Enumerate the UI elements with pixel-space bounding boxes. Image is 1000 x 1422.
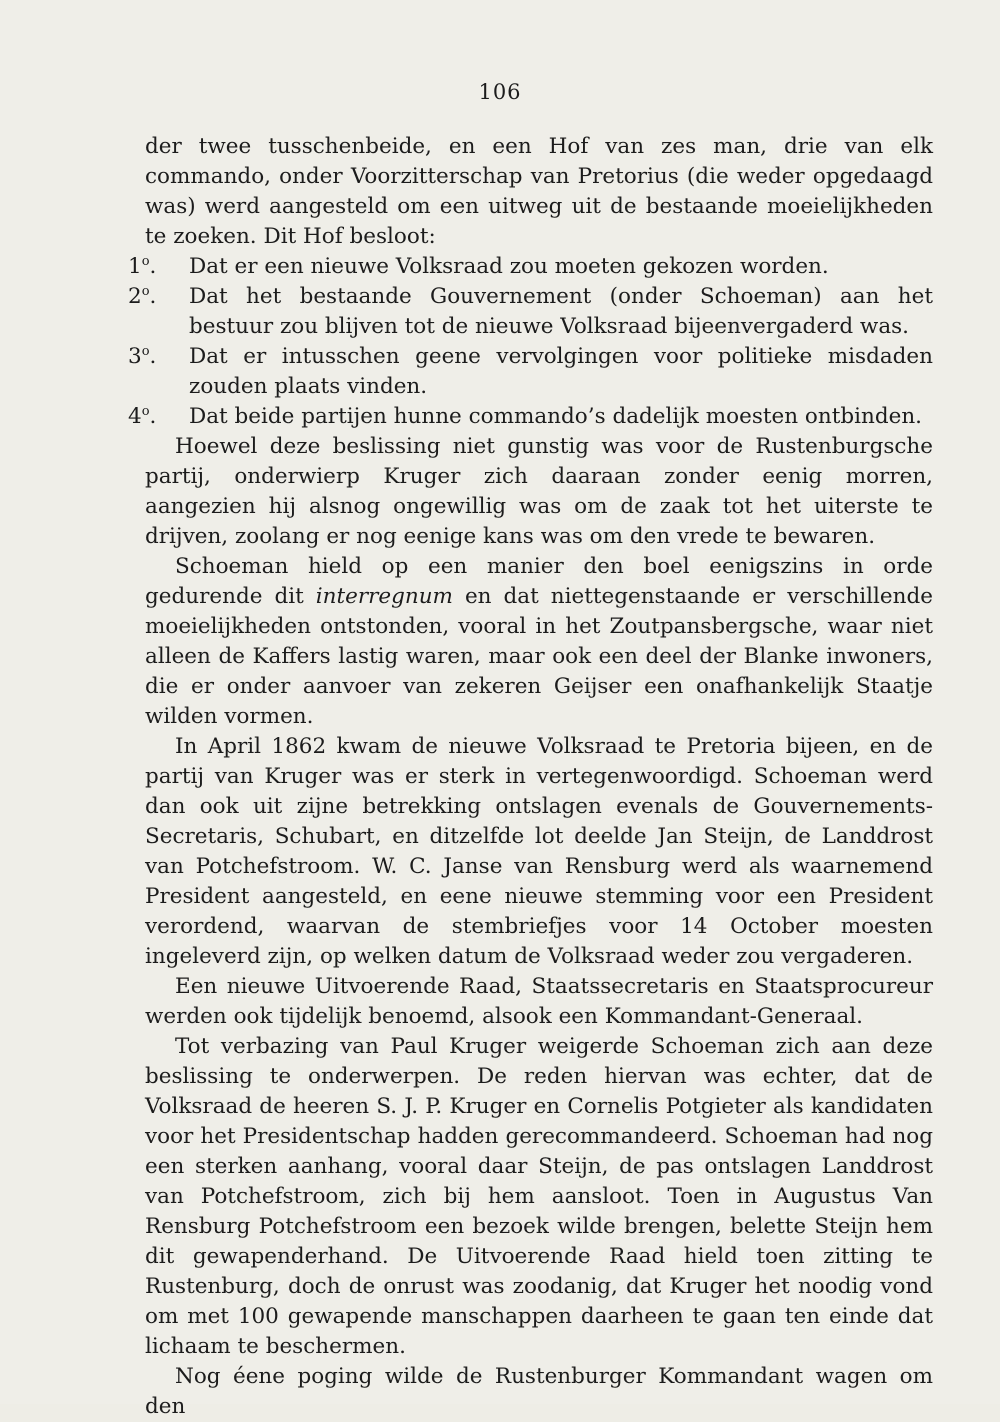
paragraph-schoeman: Schoeman hield op een manier den boel eenigszins in orde gedurende dit interregnum en dat niettegenstaande er verschillende moeielijkheden ontstonden, vooral in het Zoutpansbergsche, waar niet alleen de Kaffers lastig waren, maar ook een deel der Blanke inwoners, die er onder aanvoer van zekeren Geijser een onafhankelijk Staatje wilden vormen.: [145, 554, 933, 729]
list-number: 4$^o$.: [128, 404, 157, 429]
list-text: Dat er intusschen geene vervolgingen voor politieke misdaden zouden plaats vinden.: [189, 344, 933, 399]
body-text: [128, 132, 933, 1422]
list-text: Dat beide partijen hunne commando’s dadelijk moesten ontbinden.: [189, 404, 923, 429]
list-number: 2$^o$.: [128, 284, 157, 309]
list-item: [128, 252, 933, 282]
list-item: [128, 342, 933, 402]
page-number: 106: [478, 80, 522, 104]
list-text: Dat er een nieuwe Volksraad zou moeten gekozen worden.: [189, 254, 829, 279]
paragraph-poging: Nog éene poging wilde de Rustenburger Kommandant wagen om den: [145, 1364, 933, 1419]
list-text: Dat het bestaande Gouvernement (onder Schoeman) aan het bestuur zou blijven tot de nieuwe Volksraad bijeenvergaderd was.: [189, 284, 933, 339]
list-item: [128, 402, 933, 432]
list-item: [128, 282, 933, 342]
paragraph-verbazing: Tot verbazing van Paul Kruger weigerde Schoeman zich aan deze beslissing te onderwerpen. De reden hiervan was echter, dat de Volksraad de heeren S. J. P. Kruger en Cornelis Potgieter als kandidaten voor het Presidentschap hadden gerecommandeerd. Schoeman had nog een sterken aanhang, vooral daar Steijn, de pas ontslagen Landdrost van Potchefstroom, zich bij hem aansloot. Toen in Augustus Van Rensburg Potchefstroom een bezoek wilde brengen, belette Steijn hem dit gewapenderhand. De Uitvoerende Raad hield toen zitting te Rustenburg, doch de onrust was zoodanig, dat Kruger het noodig vond om met 100 gewapende manschappen daarheen te gaan ten einde dat lichaam te beschermen.: [145, 1034, 933, 1359]
italic-term: interregnum: [315, 584, 453, 609]
paragraph-raad: Een nieuwe Uitvoerende Raad, Staatssecretaris en Staatsprocureur werden ook tijdelijk benoemd, alsook een Kommandant-Generaal.: [145, 974, 933, 1029]
paragraph-intro: der twee tusschenbeide, en een Hof van zes man, drie van elk commando, onder Voorzitterschap van Pretorius (die weder opgedaagd was) werd aangesteld om een uitweg uit de bestaande moeielijkheden te zoeken. Dit Hof besloot:: [145, 134, 933, 249]
list-number: 1$^o$.: [128, 254, 157, 279]
list-number: 3$^o$.: [128, 344, 157, 369]
paragraph-kruger: Hoewel deze beslissing niet gunstig was voor de Rustenburgsche partij, onderwierp Kruger zich daaraan zonder eenig morren, aangezien hij alsnog ongewillig was om de zaak tot het uiterste te drijven, zoolang er nog eenige kans was om den vrede te bewaren.: [145, 434, 933, 549]
paragraph-april: In April 1862 kwam de nieuwe Volksraad te Pretoria bijeen, en de partij van Kruger was er sterk in vertegenwoordigd. Schoeman werd dan ook uit zijne betrekking ontslagen evenals de Gouvernements-Secretaris, Schubart, en ditzelfde lot deelde Jan Steijn, de Landdrost van Potchefstroom. W. C. Janse van Rensburg werd als waarnemend President aangesteld, en eene nieuwe stemming voor een President verordend, waarvan de stembriefjes voor 14 October moesten ingeleverd zijn, op welken datum de Volksraad weder zou vergaderen.: [145, 734, 933, 969]
